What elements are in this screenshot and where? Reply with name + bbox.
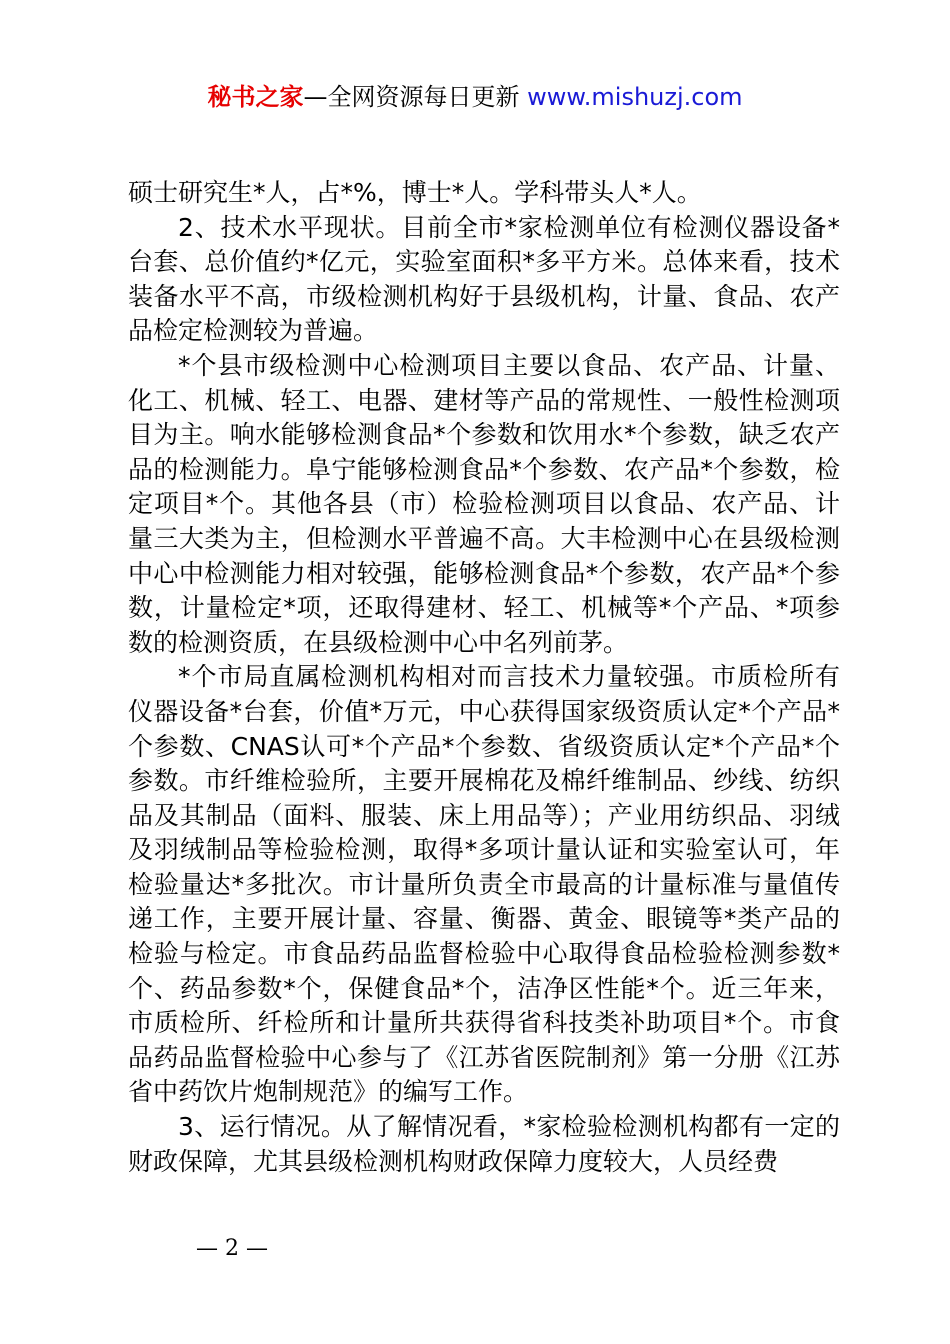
paragraph-operation: 3、运行情况。从了解情况看，*家检验检测机构都有一定的财政保障，尤其县级检测机构财政保障力度较大，人员经费 — [128, 1112, 840, 1176]
site-url-link[interactable]: www.mishuzj.com — [527, 83, 743, 111]
header-slogan: —全网资源每日更新 — [303, 83, 528, 111]
brand-name: 秘书之家 — [207, 83, 304, 111]
document-body — [128, 176, 840, 1179]
paragraph-continuation: 硕士研究生*人，占*%，博士*人。学科带头人*人。 — [128, 178, 702, 207]
paragraph-county-centers: *个县市级检测中心检测项目主要以食品、农产品、计量、化工、机械、轻工、电器、建材等产品的常规性、一般性检测项目为主。响水能够检测食品*个参数和饮用水*个参数，缺乏农产品的检测能力。阜宁能够检测食品*个参数、农产品*个参数，检定项目*个。其他各县（市）检验检测项目以食品、农产品、计量三大类为主，但检测水平普遍不高。大丰检测中心在县级检测中心中检测能力相对较强，能够检测食品*个参数，农产品*个参数，计量检定*项，还取得建材、轻工、机械等*个产品、*项参数的检测资质，在县级检测中心中名列前茅。 — [128, 350, 840, 657]
page-number: — 2 — — [196, 1236, 268, 1261]
site-header — [0, 80, 950, 114]
paragraph-city-institutions: *个市局直属检测机构相对而言技术力量较强。市质检所有仪器设备*台套，价值*万元，中心获得国家级资质认定*个产品*个参数、CNAS认可*个产品*个参数、省级资质认定*个产品*个参数。市纤维检验所，主要开展棉花及棉纤维制品、纱线、纺织品及其制品（面料、服装、床上用品等）；产业用纺织品、羽绒及羽绒制品等检验检测，取得*多项计量认证和实验室认可，年检验量达*多批次。市计量所负责全市最高的计量标准与量值传递工作，主要开展计量、容量、衡器、黄金、眼镜等*类产品的检验与检定。市食品药品监督检验中心取得食品检验检测参数*个、药品参数*个，保健食品*个，洁净区性能*个。近三年来，市质检所、纤检所和计量所共获得省科技类补助项目*个。市食品药品监督检验中心参与了《江苏省医院制剂》第一分册《江苏省中药饮片炮制规范》的编写工作。 — [128, 662, 840, 1107]
paragraph-tech-level: 2、技术水平现状。目前全市*家检测单位有检测仪器设备*台套、总价值约*亿元，实验室面积*多平方米。总体来看，技术装备水平不高，市级检测机构好于县级机构，计量、食品、农产品检定检测较为普遍。 — [128, 212, 840, 346]
